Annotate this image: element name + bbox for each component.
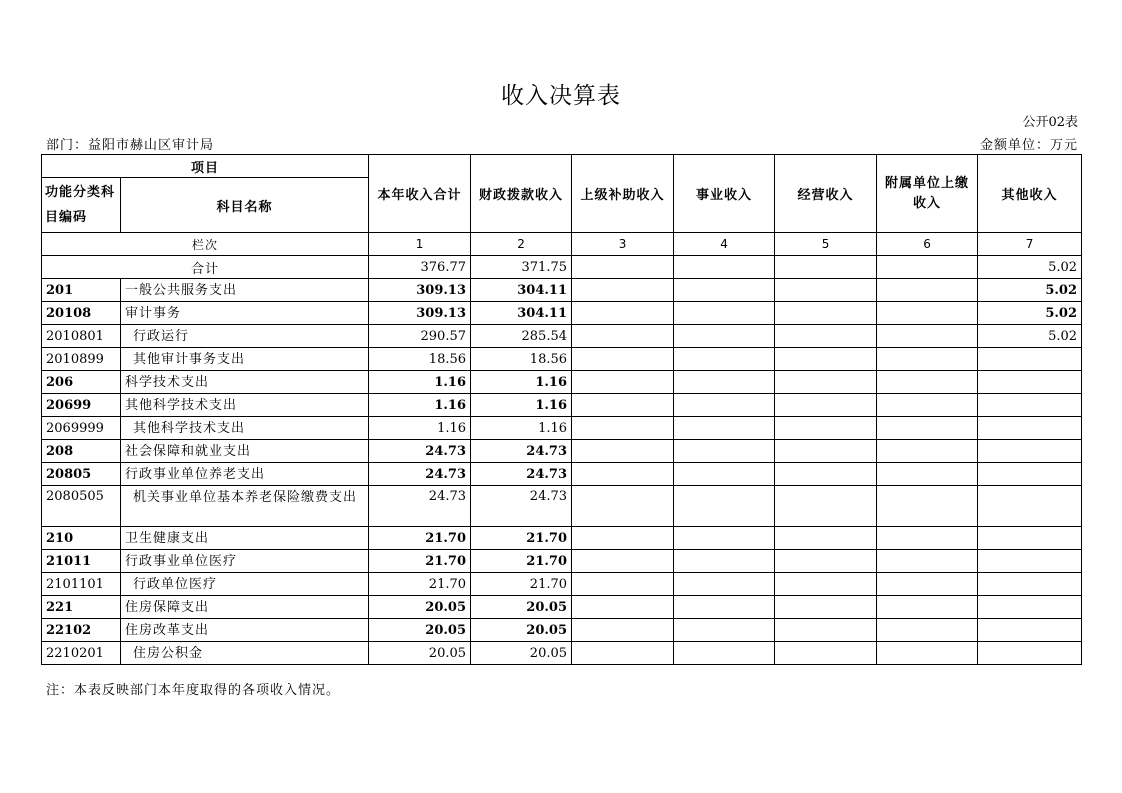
amount-cell: 24.73 [369,440,471,463]
header-col-3: 上级补助收入 [572,155,674,233]
amount-cell: 18.56 [471,348,572,371]
amount-cell [877,325,978,348]
subject-code: 21011 [42,550,121,573]
amount-cell [572,619,674,642]
amount-cell: 1.16 [369,394,471,417]
col-number: 7 [978,233,1082,256]
amount-cell [877,573,978,596]
subject-code: 20699 [42,394,121,417]
amount-cell: 21.70 [369,527,471,550]
amount-cell [674,619,775,642]
amount-cell [978,619,1082,642]
table-row [42,573,1082,596]
amount-cell [572,325,674,348]
subject-code: 201 [42,279,121,302]
amount-cell: 1.16 [369,371,471,394]
total-cell [572,256,674,279]
amount-cell: 21.70 [471,527,572,550]
amount-cell [775,642,877,665]
header-col-4: 事业收入 [674,155,775,233]
amount-cell: 1.16 [471,417,572,440]
subject-name: 行政单位医疗 [121,573,369,596]
amount-cell [978,348,1082,371]
header-col-5: 经营收入 [775,155,877,233]
amount-cell: 24.73 [471,440,572,463]
subject-code: 2010801 [42,325,121,348]
subject-code: 208 [42,440,121,463]
amount-cell: 5.02 [978,325,1082,348]
amount-cell [572,279,674,302]
amount-cell: 20.05 [471,642,572,665]
department-label: 部门：益阳市赫山区审计局 [46,138,215,153]
total-label: 合计 [42,256,369,279]
amount-cell [674,550,775,573]
amount-cell [978,573,1082,596]
amount-cell [572,394,674,417]
amount-cell [877,302,978,325]
amount-cell: 290.57 [369,325,471,348]
total-cell [674,256,775,279]
amount-cell [775,302,877,325]
amount-cell: 21.70 [369,573,471,596]
amount-cell [775,325,877,348]
form-number: 公开02表 [1022,115,1078,130]
subject-name: 住房改革支出 [121,619,369,642]
amount-unit-label: 金额单位：万元 [979,138,1078,153]
subject-code: 20108 [42,302,121,325]
table-row [42,348,1082,371]
header-col-2: 财政拨款收入 [471,155,572,233]
col-number: 1 [369,233,471,256]
amount-cell [775,463,877,486]
amount-cell [775,440,877,463]
amount-cell [572,642,674,665]
subject-code: 210 [42,527,121,550]
table-row [42,550,1082,573]
amount-cell [674,573,775,596]
amount-cell [572,440,674,463]
subject-name: 卫生健康支出 [121,527,369,550]
subject-code: 2069999 [42,417,121,440]
subject-name: 行政运行 [121,325,369,348]
amount-cell: 21.70 [471,573,572,596]
amount-cell [978,596,1082,619]
amount-cell [978,527,1082,550]
table-row [42,440,1082,463]
amount-cell [674,348,775,371]
col-number: 5 [775,233,877,256]
amount-cell [775,348,877,371]
col-number: 6 [877,233,978,256]
amount-cell [877,596,978,619]
table-row [42,463,1082,486]
header-col-7: 其他收入 [978,155,1082,233]
amount-cell: 5.02 [978,302,1082,325]
amount-cell [572,550,674,573]
table-row [42,486,1082,527]
header-col-1: 本年收入合计 [369,155,471,233]
subject-name: 住房公积金 [121,642,369,665]
amount-cell [877,394,978,417]
subject-code: 2210201 [42,642,121,665]
total-cell: 371.75 [471,256,572,279]
amount-cell [775,394,877,417]
total-cell: 376.77 [369,256,471,279]
amount-cell [978,463,1082,486]
amount-cell [877,619,978,642]
subject-name: 其他科学技术支出 [121,394,369,417]
amount-cell [572,371,674,394]
amount-cell: 5.02 [978,279,1082,302]
amount-cell [978,417,1082,440]
amount-cell: 1.16 [471,394,572,417]
table-row [42,394,1082,417]
subject-name: 行政事业单位医疗 [121,550,369,573]
table-row [42,371,1082,394]
subject-name: 住房保障支出 [121,596,369,619]
amount-cell [877,463,978,486]
amount-cell [572,348,674,371]
amount-cell [572,573,674,596]
amount-cell: 21.70 [471,550,572,573]
header-func-code: 功能分类科目编码 [42,178,121,233]
amount-cell: 20.05 [369,596,471,619]
table-row [42,417,1082,440]
amount-cell [572,417,674,440]
amount-cell [775,550,877,573]
amount-cell: 304.11 [471,302,572,325]
total-cell [877,256,978,279]
amount-cell [775,619,877,642]
amount-cell [674,486,775,527]
subject-code: 20805 [42,463,121,486]
table-note: 注：本表反映部门本年度取得的各项收入情况。 [46,683,341,698]
subject-name: 科学技术支出 [121,371,369,394]
amount-cell [674,302,775,325]
table-row [42,279,1082,302]
amount-cell: 24.73 [471,486,572,527]
amount-cell [674,417,775,440]
amount-cell: 24.73 [471,463,572,486]
amount-cell: 1.16 [471,371,572,394]
amount-cell [674,527,775,550]
subject-name: 审计事务 [121,302,369,325]
amount-cell [674,325,775,348]
amount-cell: 24.73 [369,463,471,486]
amount-cell [674,596,775,619]
amount-cell: 304.11 [471,279,572,302]
subject-name: 行政事业单位养老支出 [121,463,369,486]
amount-cell: 20.05 [471,596,572,619]
table-row [42,596,1082,619]
table-row [42,325,1082,348]
amount-cell [775,486,877,527]
header-col-6: 附属单位上缴收入 [877,155,978,233]
amount-cell: 18.56 [369,348,471,371]
subject-code: 2101101 [42,573,121,596]
subject-name: 社会保障和就业支出 [121,440,369,463]
income-table [41,154,1082,665]
amount-cell [978,440,1082,463]
amount-cell [978,550,1082,573]
subject-name: 一般公共服务支出 [121,279,369,302]
amount-cell [572,302,674,325]
amount-cell [877,440,978,463]
amount-cell [674,463,775,486]
amount-cell [978,371,1082,394]
amount-cell [674,642,775,665]
subject-code: 22102 [42,619,121,642]
subject-code: 206 [42,371,121,394]
table-row [42,302,1082,325]
col-number: 4 [674,233,775,256]
amount-cell [877,279,978,302]
subject-name: 其他审计事务支出 [121,348,369,371]
amount-cell [978,642,1082,665]
amount-cell [877,642,978,665]
amount-cell: 309.13 [369,302,471,325]
total-row [42,256,1082,279]
amount-cell [877,348,978,371]
amount-cell [877,486,978,527]
col-number: 2 [471,233,572,256]
amount-cell [978,486,1082,527]
table-row [42,619,1082,642]
amount-cell: 309.13 [369,279,471,302]
amount-cell [877,417,978,440]
amount-cell [877,527,978,550]
header-item: 项目 [42,155,369,178]
amount-cell [775,596,877,619]
subject-name: 其他科学技术支出 [121,417,369,440]
header-subject-name: 科目名称 [121,178,369,233]
amount-cell: 1.16 [369,417,471,440]
amount-cell [572,486,674,527]
total-cell: 5.02 [978,256,1082,279]
amount-cell [775,417,877,440]
amount-cell [572,596,674,619]
col-number: 3 [572,233,674,256]
amount-cell [572,527,674,550]
amount-cell [674,371,775,394]
table-row [42,527,1082,550]
amount-cell [674,440,775,463]
amount-cell [775,279,877,302]
header-lanci: 栏次 [42,233,369,256]
amount-cell [572,463,674,486]
amount-cell [775,371,877,394]
amount-cell [674,394,775,417]
amount-cell [775,573,877,596]
page-title: 收入决算表 [501,83,621,109]
total-cell [775,256,877,279]
subject-code: 2080505 [42,486,121,527]
amount-cell: 285.54 [471,325,572,348]
amount-cell: 21.70 [369,550,471,573]
amount-cell [877,371,978,394]
amount-cell [775,527,877,550]
amount-cell [978,394,1082,417]
amount-cell [674,279,775,302]
subject-name: 机关事业单位基本养老保险缴费支出 [121,486,369,527]
amount-cell: 20.05 [369,619,471,642]
amount-cell: 24.73 [369,486,471,527]
amount-cell: 20.05 [369,642,471,665]
subject-code: 2010899 [42,348,121,371]
amount-cell: 20.05 [471,619,572,642]
table-row [42,642,1082,665]
subject-code: 221 [42,596,121,619]
amount-cell [877,550,978,573]
